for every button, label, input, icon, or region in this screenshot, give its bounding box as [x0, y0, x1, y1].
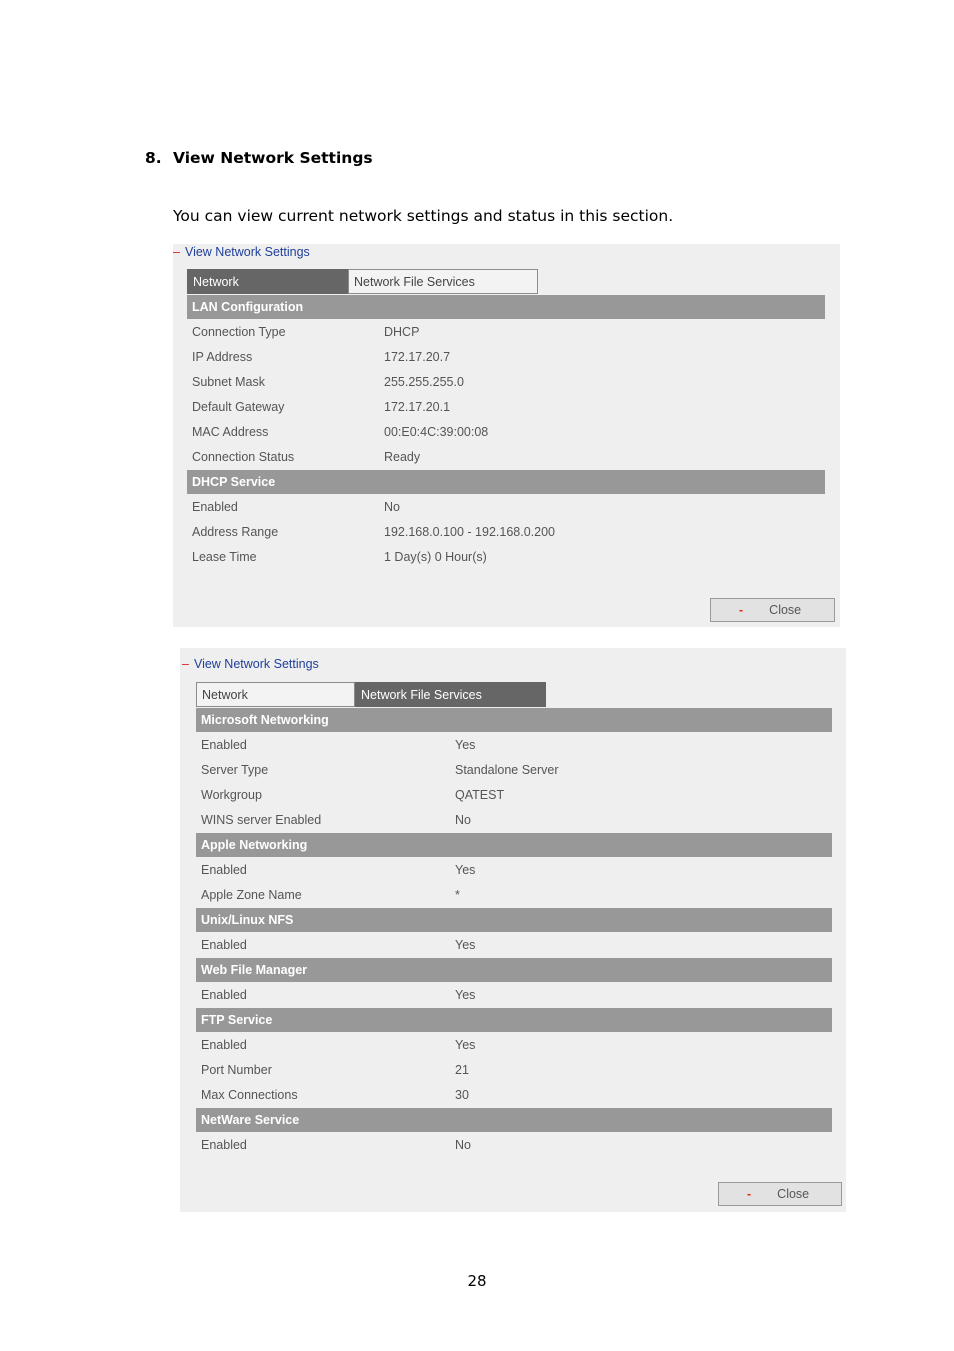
network-settings-panel: [173, 244, 840, 627]
row-label: IP Address: [192, 350, 253, 364]
table-row: [196, 1133, 832, 1158]
table-row: [187, 520, 825, 545]
row-label: Max Connections: [201, 1088, 298, 1102]
tab-bar: [196, 682, 546, 707]
close-button[interactable]: [710, 598, 835, 622]
row-value: Yes: [455, 1038, 476, 1052]
row-label: MAC Address: [192, 425, 269, 439]
section-header-ftp-service: FTP Service: [196, 1008, 832, 1032]
tab-network[interactable]: Network: [187, 269, 348, 294]
close-icon: -: [739, 603, 744, 617]
row-label: Default Gateway: [192, 400, 285, 414]
panel-title-label: View Network Settings: [193, 657, 319, 671]
section-header-dhcp-service: DHCP Service: [187, 470, 825, 494]
row-label: Connection Type: [192, 325, 286, 339]
intro-paragraph: You can view current network settings and status in this section.: [173, 207, 674, 225]
row-value: Yes: [455, 863, 476, 877]
row-value: No: [455, 1138, 471, 1152]
row-value: No: [455, 813, 471, 827]
row-value: Standalone Server: [455, 763, 559, 777]
section-header-web-file-manager: Web File Manager: [196, 958, 832, 982]
row-label: Workgroup: [201, 788, 262, 802]
panel-title[interactable]: [173, 244, 310, 260]
row-label: Enabled: [201, 1038, 247, 1052]
section-header-apple-networking: Apple Networking: [196, 833, 832, 857]
tab-network[interactable]: Network: [196, 682, 355, 707]
row-label: Enabled: [201, 863, 247, 877]
row-label: Enabled: [192, 500, 238, 514]
settings-table: [196, 708, 832, 1158]
table-row: [196, 808, 832, 833]
tab-network-file-services[interactable]: Network File Services: [355, 682, 546, 707]
row-label: Apple Zone Name: [201, 888, 302, 902]
row-value: 00:E0:4C:39:00:08: [384, 425, 489, 439]
panel-title-label: View Network Settings: [184, 245, 310, 259]
table-row: [187, 320, 825, 345]
row-value: QATEST: [455, 788, 505, 802]
table-row: [187, 420, 825, 445]
network-file-services-panel: [180, 648, 846, 1212]
table-row: [196, 758, 832, 783]
heading-number: 8.: [145, 149, 162, 167]
table-row: [187, 495, 825, 520]
row-value: 30: [455, 1088, 469, 1102]
row-label: Enabled: [201, 738, 247, 752]
close-button-label: Close: [777, 1187, 810, 1201]
row-label: Address Range: [192, 525, 279, 539]
table-row: [196, 1083, 832, 1108]
table-row: [196, 983, 832, 1008]
section-header-netware-service: NetWare Service: [196, 1108, 832, 1132]
row-label: Server Type: [201, 763, 269, 777]
row-value: Yes: [455, 938, 476, 952]
section-header-unix-linux-nfs: Unix/Linux NFS: [196, 908, 832, 932]
row-value: Yes: [455, 738, 476, 752]
row-value: Yes: [455, 988, 476, 1002]
row-label: Lease Time: [192, 550, 257, 564]
row-label: Subnet Mask: [192, 375, 265, 389]
row-label: Enabled: [201, 988, 247, 1002]
row-value: *: [455, 888, 460, 902]
row-label: Enabled: [201, 1138, 247, 1152]
table-row: [187, 370, 825, 395]
table-row: [196, 783, 832, 808]
row-value: DHCP: [384, 325, 420, 339]
table-row: [196, 858, 832, 883]
collapse-icon[interactable]: –: [182, 657, 189, 671]
table-row: [196, 883, 832, 908]
close-button-label: Close: [769, 603, 802, 617]
tab-network-file-services[interactable]: Network File Services: [348, 269, 538, 294]
tab-bar: [187, 269, 538, 294]
row-value: No: [384, 500, 400, 514]
row-value: 255.255.255.0: [384, 375, 464, 389]
close-button[interactable]: [718, 1182, 842, 1206]
section-header-microsoft-networking: Microsoft Networking: [196, 708, 832, 732]
row-value: 1 Day(s) 0 Hour(s): [384, 550, 487, 564]
section-header-lan-configuration: LAN Configuration: [187, 295, 825, 319]
table-row: [196, 733, 832, 758]
table-row: [196, 1058, 832, 1083]
row-value: 192.168.0.100 - 192.168.0.200: [384, 525, 555, 539]
row-label: Connection Status: [192, 450, 295, 464]
page-number: 28: [467, 1272, 487, 1290]
table-row: [187, 445, 825, 470]
row-value: 172.17.20.7: [384, 350, 451, 364]
row-value: 172.17.20.1: [384, 400, 451, 414]
row-value: Ready: [384, 450, 421, 464]
heading-title: View Network Settings: [173, 149, 373, 167]
table-row: [187, 345, 825, 370]
row-label: Enabled: [201, 938, 247, 952]
close-icon: -: [747, 1187, 752, 1201]
table-row: [187, 395, 825, 420]
table-row: [196, 933, 832, 958]
collapse-icon[interactable]: –: [173, 245, 180, 259]
row-value: 21: [455, 1063, 469, 1077]
settings-table: [187, 295, 825, 570]
table-row: [196, 1033, 832, 1058]
table-row: [187, 545, 825, 570]
row-label: Port Number: [201, 1063, 272, 1077]
section-heading: [145, 149, 373, 167]
row-label: WINS server Enabled: [201, 813, 322, 827]
panel-title[interactable]: [182, 656, 319, 672]
